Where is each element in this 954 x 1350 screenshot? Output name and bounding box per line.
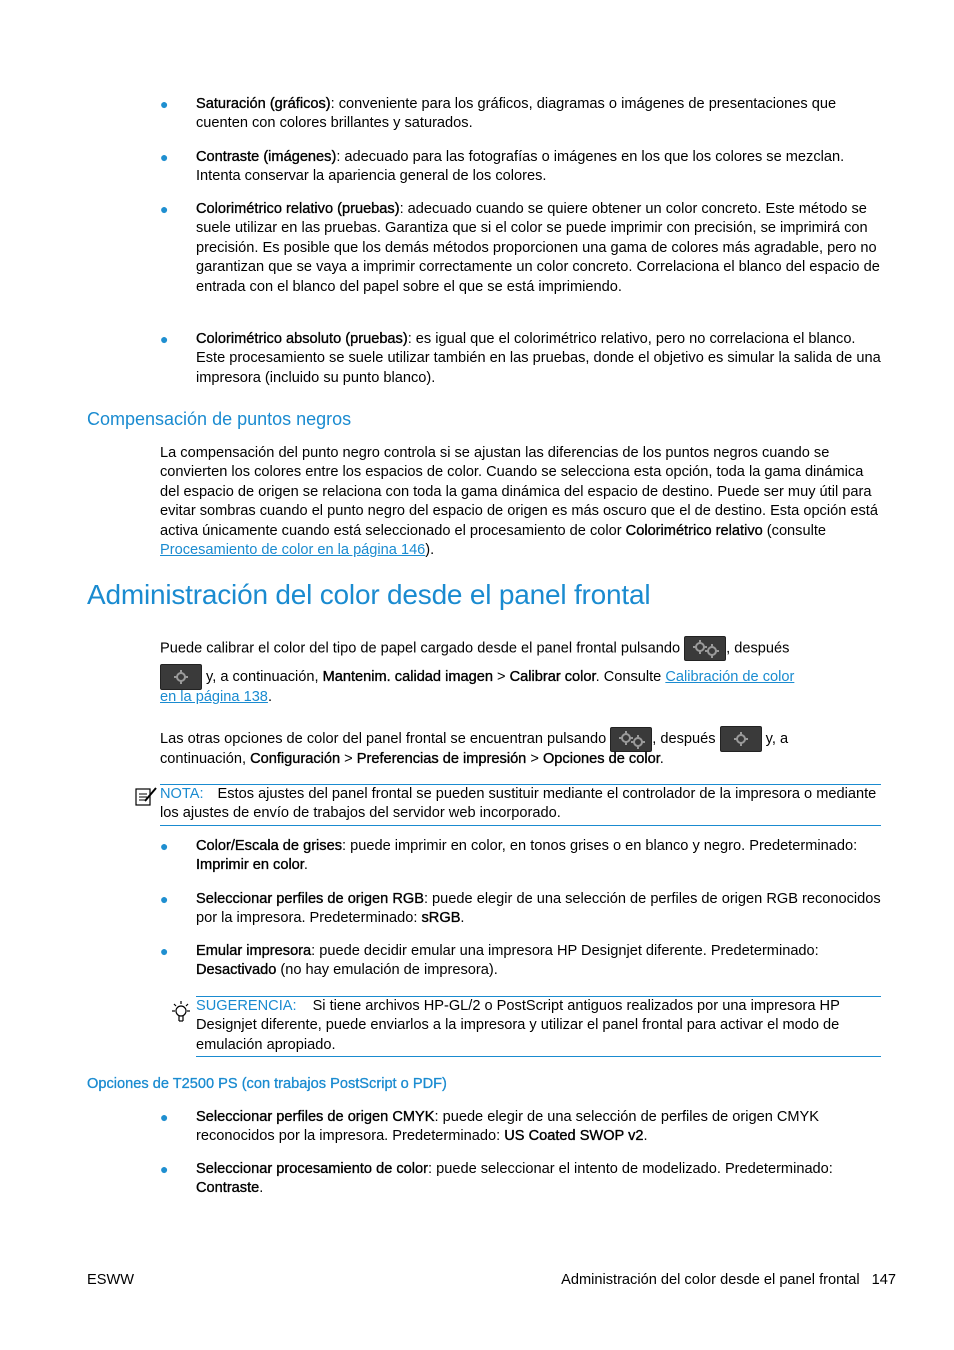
- note-icon: [134, 785, 158, 815]
- description: : es igual que el colorimétrico relativo, pero no correlaciona el blanco. Este procesamiento se suele utilizar también en las pruebas, donde el objetivo es simular la salida de una impresora (incluido su punto blanco).: [196, 331, 881, 386]
- tip-box: [196, 996, 881, 1057]
- gear-icon: [160, 664, 202, 690]
- description: : adecuado para las fotografías o imágenes en los que los colores se mezclan. Intenta conservar la apariencia general de los colores.: [196, 149, 845, 185]
- term: Saturación (gráficos): [196, 96, 331, 112]
- bullet-icon: ●: [160, 331, 169, 347]
- front-panel-p1-line2: y, a continuación, Mantenim. calidad imagen > Calibrar color. Consulte Calibración de color: [160, 664, 881, 690]
- settings-gears-icon: [684, 636, 726, 661]
- note-label: NOTA:: [160, 786, 204, 802]
- bullet-icon: ●: [160, 1161, 169, 1177]
- gear-icon: [720, 726, 762, 752]
- term: Colorimétrico absoluto (pruebas): [196, 331, 408, 347]
- settings-gears-icon: [610, 727, 652, 752]
- note-text: Estos ajustes del panel frontal se pueden sustituir mediante el controlador de la impresora o mediante los ajustes de envío de trabajos del servidor web incorporado.: [160, 786, 877, 822]
- footer-right: [561, 1271, 896, 1290]
- description: : adecuado cuando se quiere obtener un color concreto. Este método se suele utilizar en las pruebas. Garantiza que si el color se puede imprimir con precisión, se imprimirá con precisión. Es posible que los demás métodos proporcionen una gama de colores más agradable, pero no garantizan que se vaya a imprimir correctamente un color concreto. Correlaciona el blanco del espacio de entrada con el blanco del papel sobre el que se está imprimiendo.: [196, 201, 880, 295]
- bullet-icon: ●: [160, 201, 169, 217]
- bullet-icon: ●: [160, 149, 169, 165]
- page-number: 147: [871, 1272, 896, 1288]
- note-box: [160, 784, 881, 826]
- calibracion-link[interactable]: Calibración de color: [665, 668, 795, 685]
- page-title: Administración del color desde el panel frontal: [87, 579, 651, 610]
- description: : conveniente para los gráficos, diagramas o imágenes de presentaciones que cuenten con colores brillantes y saturados.: [196, 96, 837, 132]
- bullet-icon: ●: [160, 96, 169, 112]
- calibracion-link-page[interactable]: en la página 138: [160, 689, 268, 705]
- front-panel-p1-line1: Puede calibrar el color del tipo de papel cargado desde el panel frontal pulsando , después: [160, 636, 881, 661]
- lightbulb-icon: [169, 1000, 193, 1030]
- tip-label: SUGERENCIA:: [196, 998, 297, 1014]
- front-panel-p1-line3: en la página 138.: [160, 689, 272, 705]
- footer-title: Administración del color desde el panel frontal: [561, 1272, 860, 1288]
- footer-left: ESWW: [87, 1272, 135, 1288]
- bullet-icon: ●: [160, 838, 169, 854]
- tip-text: Si tiene archivos HP-GL/2 o PostScript antiguos realizados por una impresora HP Designjet diferente, puede enviarlos a la impresora y utilizar el panel frontal para activar el modo de emulación apropiado.: [196, 998, 840, 1053]
- procesamiento-link[interactable]: Procesamiento de color en la página 146: [160, 542, 426, 559]
- black-point-paragraph: La compensación del punto negro controla si se ajustan las diferencias de los puntos negros cuando se convierten los colores entre los espacios de color. Cuando se selecciona esta opción, toda la gama dinámica del espacio de origen se relaciona con toda la gama dinámica del espacio de destino. Puede ser muy útil para evitar sombras cuando el punto negro del espacio de origen es más oscuro que el de destino. Esta opción está activa únicamente cuando está seleccionado el procesamiento de color Colorimétrico relativo (consulte Procesamiento de color en la página 146).: [160, 445, 878, 559]
- term: Contraste (imágenes): [196, 149, 337, 165]
- subsection-heading: Opciones de T2500 PS (con trabajos PostScript o PDF): [87, 1076, 447, 1092]
- bullet-icon: ●: [160, 943, 169, 959]
- section-heading: Compensación de puntos negros: [87, 409, 352, 429]
- front-panel-p2-line1: Las otras opciones de color del panel frontal se encuentran pulsando , después y, a: [160, 726, 881, 752]
- bullet-icon: ●: [160, 891, 169, 907]
- bullet-icon: ●: [160, 1109, 169, 1125]
- front-panel-p2-line2: continuación, Configuración > Preferencias de impresión > Opciones de color.: [160, 751, 664, 767]
- term: Colorimétrico relativo (pruebas): [196, 201, 400, 217]
